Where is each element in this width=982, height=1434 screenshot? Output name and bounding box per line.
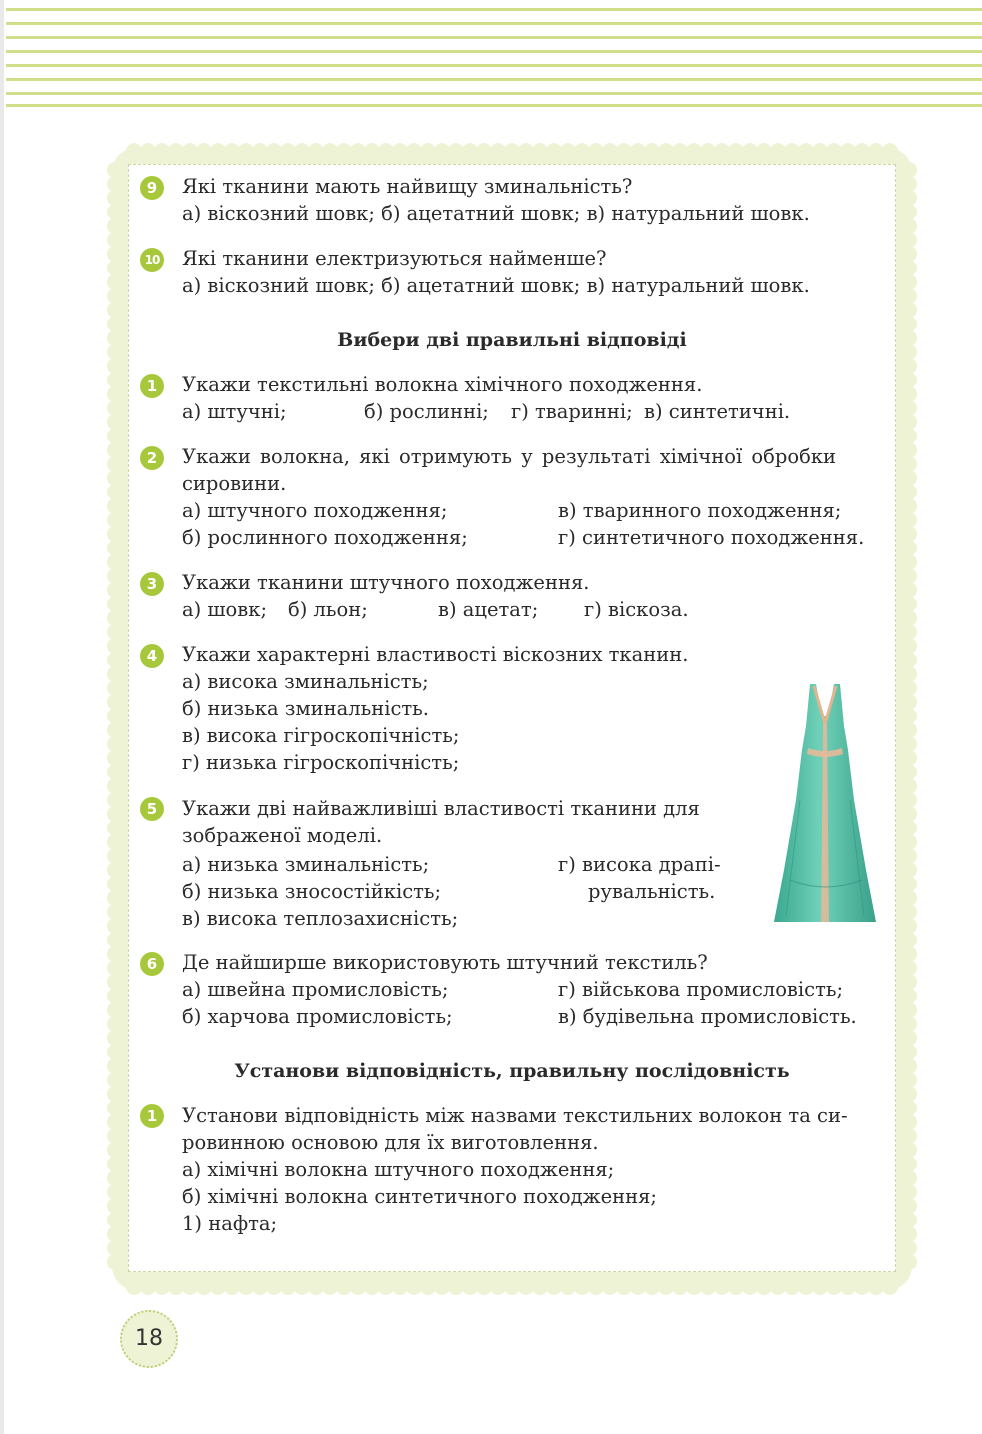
options-line: а) віскозний шовк; б) ацетатний шовк; в) натуральний шовк. [182, 202, 810, 225]
page-number: 18 [120, 1310, 178, 1368]
question-number-badge: 6 [140, 952, 164, 976]
question-text: ровинною основою для їх виготовлення. [182, 1131, 599, 1154]
question-text: Які тканини мають найвищу зминальність? [182, 175, 633, 198]
option: б) рослинного походження; [182, 526, 468, 549]
question-number-badge: 1 [140, 374, 164, 398]
question-s2-2 [182, 443, 882, 553]
question-number-badge: 5 [140, 797, 164, 821]
question-text: Укажи текстильні волокна хімічного походження. [182, 373, 703, 396]
option: б) харчова промисловість; [182, 1005, 453, 1028]
option: а) хімічні волокна штучного походження; [182, 1158, 615, 1181]
option: 1) нафта; [182, 1212, 278, 1235]
option: в) будівельна промисловість. [558, 1005, 857, 1028]
question-text: Укажи дві найважливіші властивості тканини для [182, 797, 700, 820]
question-text: Укажи тканини штучного походження. [182, 571, 590, 594]
option: б) льон; [288, 598, 368, 621]
question-s2-3 [182, 569, 882, 625]
question-s2-6 [182, 949, 882, 1033]
frame-scallop [882, 143, 898, 159]
option: в) висока гігроскопічність; [182, 724, 460, 747]
option: б) хімічні волокна синтетичного походження; [182, 1185, 657, 1208]
question-s3-1 [182, 1102, 882, 1237]
option: а) висока зминальність; [182, 670, 429, 693]
frame-scallop [901, 1254, 917, 1270]
question-text: Де найширше використовують штучний текстиль? [182, 951, 708, 974]
question-s2-5 [182, 795, 882, 931]
options-line: а) віскозний шовк; б) ацетатний шовк; в) натуральний шовк. [182, 274, 810, 297]
question-9 [182, 173, 882, 227]
option: г) віскоза. [584, 598, 689, 621]
question-number-badge: 2 [140, 446, 164, 470]
frame-scallop [107, 1254, 123, 1270]
option: г) військова промисловість; [558, 978, 844, 1001]
option: а) швейна промисловість; [182, 978, 449, 1001]
question-s2-1 [182, 371, 882, 427]
question-number-badge: 3 [140, 572, 164, 596]
question-number-badge: 10 [140, 248, 164, 272]
option: а) штучні; [182, 400, 287, 423]
option: а) штучного походження; [182, 499, 448, 522]
question-10 [182, 245, 882, 299]
question-text: Укажи волокна, які отримують у результаті хімічної обробки [182, 445, 837, 468]
option: г) висока драпі- [558, 853, 721, 876]
option: а) шовк; [182, 598, 268, 621]
question-text: Укажи характерні властивості віскозних тканин. [182, 643, 689, 666]
question-text: сировини. [182, 472, 287, 495]
question-number-badge: 4 [140, 644, 164, 668]
option: г) низька гігроскопічність; [182, 751, 460, 774]
option: рувальність. [588, 880, 716, 903]
option: в) тваринного походження; [558, 499, 842, 522]
header-stripes [6, 0, 982, 110]
question-text: Установи відповідність між назвами текстильних волокон та си- [182, 1104, 848, 1127]
section-heading: Вибери дві правильні відповіді [337, 329, 687, 351]
question-text: Які тканини електризуються найменше? [182, 247, 607, 270]
frame-scallop [882, 1279, 898, 1295]
option: г) тваринні; [511, 400, 633, 423]
option: в) ацетат; [438, 598, 539, 621]
option: б) низька зминальність. [182, 697, 429, 720]
page-edge [0, 0, 4, 1434]
option: в) синтетичні. [644, 400, 791, 423]
question-number-badge: 9 [140, 176, 164, 200]
question-text: зображеної моделі. [182, 824, 383, 847]
option: а) низька зминальність; [182, 853, 430, 876]
option: б) рослинні; [364, 400, 489, 423]
option: б) низька зносостійкість; [182, 880, 442, 903]
option: в) висока теплозахисність; [182, 907, 459, 930]
option: г) синтетичного походження. [558, 526, 865, 549]
question-number-badge: 1 [140, 1104, 164, 1128]
section-heading: Установи відповідність, правильну послідовність [234, 1060, 790, 1082]
